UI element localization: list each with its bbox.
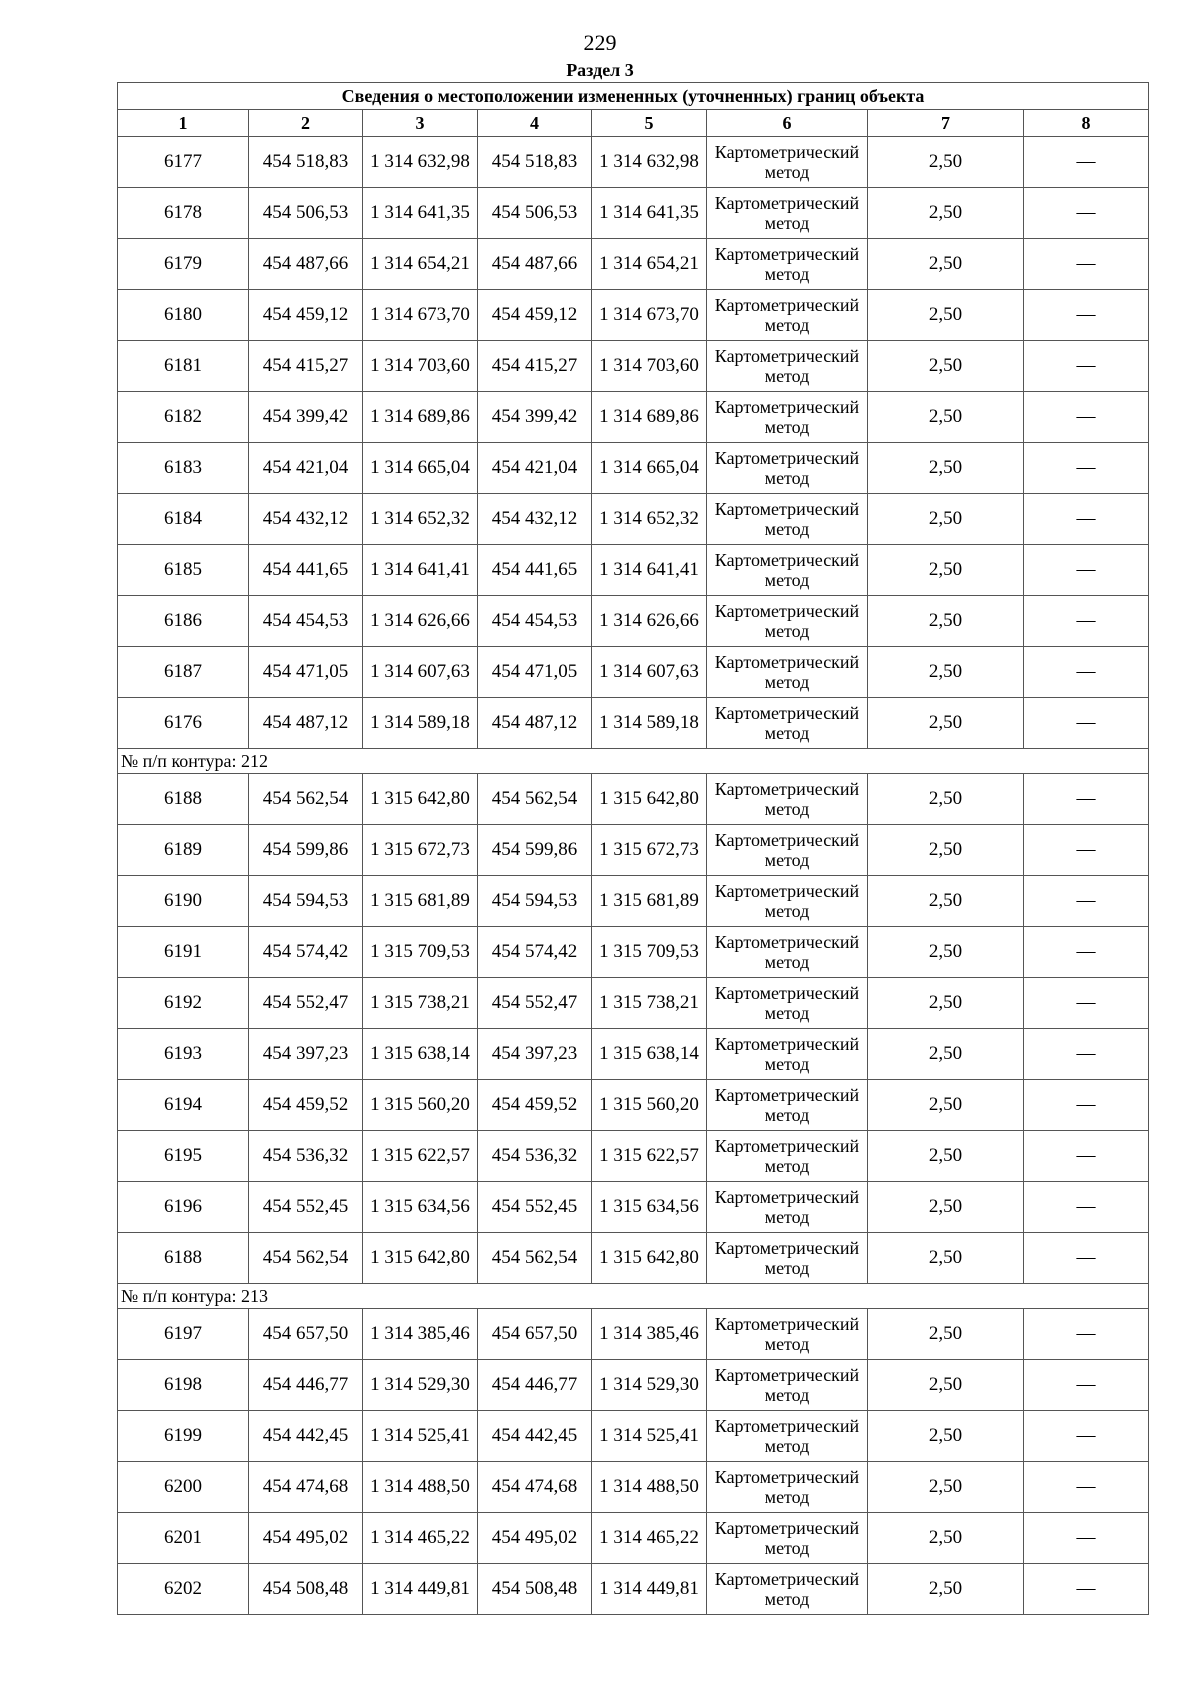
y-coordinate: 1 315 642,80 — [363, 1233, 478, 1284]
column-number: 7 — [868, 110, 1024, 137]
description-cell: — — [1024, 876, 1149, 927]
method-cell: Картометрический метод — [707, 1564, 868, 1615]
accuracy-cell: 2,50 — [868, 1411, 1024, 1462]
table-body — [118, 137, 1149, 1615]
method-cell: Картометрический метод — [707, 1462, 868, 1513]
y-coordinate-new: 1 315 709,53 — [592, 927, 707, 978]
y-coordinate: 1 314 673,70 — [363, 290, 478, 341]
accuracy-cell: 2,50 — [868, 545, 1024, 596]
x-coordinate: 454 421,04 — [249, 443, 363, 494]
table-row — [118, 443, 1149, 494]
column-number: 4 — [478, 110, 592, 137]
x-coordinate-new: 454 471,05 — [478, 647, 592, 698]
description-cell: — — [1024, 647, 1149, 698]
x-coordinate-new: 454 487,12 — [478, 698, 592, 749]
x-coordinate: 454 552,45 — [249, 1182, 363, 1233]
description-cell: — — [1024, 545, 1149, 596]
method-cell: Картометрический метод — [707, 1233, 868, 1284]
description-cell: — — [1024, 927, 1149, 978]
method-cell: Картометрический метод — [707, 825, 868, 876]
point-number: 6179 — [118, 239, 249, 290]
point-number: 6185 — [118, 545, 249, 596]
y-coordinate: 1 314 703,60 — [363, 341, 478, 392]
accuracy-cell: 2,50 — [868, 1182, 1024, 1233]
y-coordinate-new: 1 314 632,98 — [592, 137, 707, 188]
table-row — [118, 978, 1149, 1029]
point-number: 6190 — [118, 876, 249, 927]
accuracy-cell: 2,50 — [868, 341, 1024, 392]
accuracy-cell: 2,50 — [868, 1513, 1024, 1564]
x-coordinate-new: 454 441,65 — [478, 545, 592, 596]
point-number: 6180 — [118, 290, 249, 341]
x-coordinate-new: 454 508,48 — [478, 1564, 592, 1615]
table-row — [118, 1309, 1149, 1360]
point-number: 6184 — [118, 494, 249, 545]
accuracy-cell: 2,50 — [868, 443, 1024, 494]
description-cell: — — [1024, 1564, 1149, 1615]
method-cell: Картометрический метод — [707, 1029, 868, 1080]
table-row — [118, 1233, 1149, 1284]
description-cell: — — [1024, 774, 1149, 825]
method-cell: Картометрический метод — [707, 698, 868, 749]
accuracy-cell: 2,50 — [868, 1564, 1024, 1615]
method-cell: Картометрический метод — [707, 1309, 868, 1360]
y-coordinate-new: 1 314 607,63 — [592, 647, 707, 698]
table-row — [118, 1462, 1149, 1513]
x-coordinate: 454 442,45 — [249, 1411, 363, 1462]
method-cell: Картометрический метод — [707, 978, 868, 1029]
table-row — [118, 239, 1149, 290]
table-caption: Сведения о местоположении измененных (уточненных) границ объекта — [118, 83, 1149, 110]
description-cell: — — [1024, 1462, 1149, 1513]
accuracy-cell: 2,50 — [868, 1233, 1024, 1284]
point-number: 6188 — [118, 1233, 249, 1284]
point-number: 6187 — [118, 647, 249, 698]
y-coordinate-new: 1 314 641,35 — [592, 188, 707, 239]
x-coordinate-new: 454 562,54 — [478, 774, 592, 825]
y-coordinate-new: 1 314 703,60 — [592, 341, 707, 392]
y-coordinate-new: 1 315 560,20 — [592, 1080, 707, 1131]
point-number: 6202 — [118, 1564, 249, 1615]
y-coordinate: 1 314 449,81 — [363, 1564, 478, 1615]
y-coordinate: 1 314 529,30 — [363, 1360, 478, 1411]
column-number: 6 — [707, 110, 868, 137]
table-row — [118, 1131, 1149, 1182]
x-coordinate: 454 432,12 — [249, 494, 363, 545]
x-coordinate: 454 657,50 — [249, 1309, 363, 1360]
accuracy-cell: 2,50 — [868, 137, 1024, 188]
method-cell: Картометрический метод — [707, 239, 868, 290]
accuracy-cell: 2,50 — [868, 647, 1024, 698]
description-cell: — — [1024, 137, 1149, 188]
y-coordinate-new: 1 315 634,56 — [592, 1182, 707, 1233]
accuracy-cell: 2,50 — [868, 392, 1024, 443]
column-number: 5 — [592, 110, 707, 137]
x-coordinate: 454 599,86 — [249, 825, 363, 876]
x-coordinate-new: 454 474,68 — [478, 1462, 592, 1513]
x-coordinate-new: 454 552,45 — [478, 1182, 592, 1233]
description-cell: — — [1024, 1513, 1149, 1564]
y-coordinate: 1 315 638,14 — [363, 1029, 478, 1080]
table-row — [118, 647, 1149, 698]
table-row — [118, 494, 1149, 545]
description-cell: — — [1024, 1182, 1149, 1233]
y-coordinate: 1 314 589,18 — [363, 698, 478, 749]
table-row — [118, 825, 1149, 876]
y-coordinate: 1 315 709,53 — [363, 927, 478, 978]
page-number: 229 — [583, 30, 617, 55]
y-coordinate: 1 314 626,66 — [363, 596, 478, 647]
x-coordinate: 454 471,05 — [249, 647, 363, 698]
table-row — [118, 1182, 1149, 1233]
method-cell: Картометрический метод — [707, 1182, 868, 1233]
point-number: 6195 — [118, 1131, 249, 1182]
y-coordinate: 1 315 560,20 — [363, 1080, 478, 1131]
x-coordinate-new: 454 594,53 — [478, 876, 592, 927]
table-row — [118, 188, 1149, 239]
x-coordinate: 454 441,65 — [249, 545, 363, 596]
point-number: 6181 — [118, 341, 249, 392]
description-cell: — — [1024, 188, 1149, 239]
column-number-row — [118, 110, 1149, 137]
point-number: 6177 — [118, 137, 249, 188]
method-cell: Картометрический метод — [707, 596, 868, 647]
accuracy-cell: 2,50 — [868, 825, 1024, 876]
method-cell: Картометрический метод — [707, 1513, 868, 1564]
table-row — [118, 876, 1149, 927]
y-coordinate: 1 315 642,80 — [363, 774, 478, 825]
y-coordinate: 1 314 607,63 — [363, 647, 478, 698]
method-cell: Картометрический метод — [707, 188, 868, 239]
x-coordinate: 454 552,47 — [249, 978, 363, 1029]
x-coordinate: 454 397,23 — [249, 1029, 363, 1080]
x-coordinate-new: 454 495,02 — [478, 1513, 592, 1564]
y-coordinate-new: 1 314 641,41 — [592, 545, 707, 596]
method-cell: Картометрический метод — [707, 1411, 868, 1462]
y-coordinate-new: 1 315 638,14 — [592, 1029, 707, 1080]
x-coordinate-new: 454 399,42 — [478, 392, 592, 443]
contour-row — [118, 1284, 1149, 1309]
x-coordinate-new: 454 518,83 — [478, 137, 592, 188]
description-cell: — — [1024, 1360, 1149, 1411]
y-coordinate-new: 1 314 689,86 — [592, 392, 707, 443]
column-number: 8 — [1024, 110, 1149, 137]
description-cell: — — [1024, 1411, 1149, 1462]
point-number: 6201 — [118, 1513, 249, 1564]
y-coordinate-new: 1 314 654,21 — [592, 239, 707, 290]
x-coordinate-new: 454 536,32 — [478, 1131, 592, 1182]
y-coordinate-new: 1 314 488,50 — [592, 1462, 707, 1513]
y-coordinate: 1 315 738,21 — [363, 978, 478, 1029]
accuracy-cell: 2,50 — [868, 1131, 1024, 1182]
description-cell: — — [1024, 1029, 1149, 1080]
x-coordinate: 454 399,42 — [249, 392, 363, 443]
point-number: 6186 — [118, 596, 249, 647]
point-number: 6188 — [118, 774, 249, 825]
table-row — [118, 545, 1149, 596]
y-coordinate: 1 314 641,35 — [363, 188, 478, 239]
method-cell: Картометрический метод — [707, 647, 868, 698]
y-coordinate-new: 1 314 525,41 — [592, 1411, 707, 1462]
table-row — [118, 774, 1149, 825]
y-coordinate-new: 1 315 642,80 — [592, 1233, 707, 1284]
method-cell: Картометрический метод — [707, 927, 868, 978]
table-row — [118, 137, 1149, 188]
x-coordinate-new: 454 574,42 — [478, 927, 592, 978]
x-coordinate-new: 454 657,50 — [478, 1309, 592, 1360]
point-number: 6178 — [118, 188, 249, 239]
column-number: 2 — [249, 110, 363, 137]
method-cell: Картометрический метод — [707, 290, 868, 341]
boundary-table — [117, 82, 1149, 1615]
x-coordinate-new: 454 506,53 — [478, 188, 592, 239]
description-cell: — — [1024, 239, 1149, 290]
x-coordinate-new: 454 599,86 — [478, 825, 592, 876]
y-coordinate-new: 1 314 626,66 — [592, 596, 707, 647]
method-cell: Картометрический метод — [707, 494, 868, 545]
description-cell: — — [1024, 698, 1149, 749]
x-coordinate-new: 454 487,66 — [478, 239, 592, 290]
y-coordinate: 1 314 632,98 — [363, 137, 478, 188]
x-coordinate: 454 536,32 — [249, 1131, 363, 1182]
y-coordinate: 1 314 654,21 — [363, 239, 478, 290]
point-number: 6199 — [118, 1411, 249, 1462]
accuracy-cell: 2,50 — [868, 596, 1024, 647]
x-coordinate: 454 508,48 — [249, 1564, 363, 1615]
accuracy-cell: 2,50 — [868, 698, 1024, 749]
column-number: 3 — [363, 110, 478, 137]
y-coordinate-new: 1 314 673,70 — [592, 290, 707, 341]
table-row — [118, 1360, 1149, 1411]
x-coordinate: 454 487,12 — [249, 698, 363, 749]
contour-row — [118, 749, 1149, 774]
description-cell: — — [1024, 596, 1149, 647]
x-coordinate-new: 454 562,54 — [478, 1233, 592, 1284]
point-number: 6176 — [118, 698, 249, 749]
y-coordinate: 1 315 672,73 — [363, 825, 478, 876]
y-coordinate-new: 1 314 529,30 — [592, 1360, 707, 1411]
table-row — [118, 1411, 1149, 1462]
y-coordinate: 1 314 385,46 — [363, 1309, 478, 1360]
y-coordinate-new: 1 314 385,46 — [592, 1309, 707, 1360]
y-coordinate: 1 314 689,86 — [363, 392, 478, 443]
x-coordinate-new: 454 454,53 — [478, 596, 592, 647]
point-number: 6194 — [118, 1080, 249, 1131]
y-coordinate-new: 1 314 589,18 — [592, 698, 707, 749]
description-cell: — — [1024, 392, 1149, 443]
y-coordinate-new: 1 314 465,22 — [592, 1513, 707, 1564]
point-number: 6189 — [118, 825, 249, 876]
method-cell: Картометрический метод — [707, 137, 868, 188]
table-row — [118, 290, 1149, 341]
x-coordinate: 454 415,27 — [249, 341, 363, 392]
table-row — [118, 1029, 1149, 1080]
accuracy-cell: 2,50 — [868, 1080, 1024, 1131]
point-number: 6198 — [118, 1360, 249, 1411]
x-coordinate: 454 518,83 — [249, 137, 363, 188]
y-coordinate: 1 315 681,89 — [363, 876, 478, 927]
table-caption-row — [118, 83, 1149, 110]
x-coordinate-new: 454 446,77 — [478, 1360, 592, 1411]
point-number: 6193 — [118, 1029, 249, 1080]
point-number: 6200 — [118, 1462, 249, 1513]
accuracy-cell: 2,50 — [868, 927, 1024, 978]
table-row — [118, 1513, 1149, 1564]
method-cell: Картометрический метод — [707, 1131, 868, 1182]
table-row — [118, 1564, 1149, 1615]
y-coordinate: 1 314 641,41 — [363, 545, 478, 596]
description-cell: — — [1024, 494, 1149, 545]
accuracy-cell: 2,50 — [868, 1360, 1024, 1411]
table-row — [118, 341, 1149, 392]
y-coordinate: 1 314 652,32 — [363, 494, 478, 545]
accuracy-cell: 2,50 — [868, 188, 1024, 239]
x-coordinate: 454 594,53 — [249, 876, 363, 927]
accuracy-cell: 2,50 — [868, 1029, 1024, 1080]
point-number: 6196 — [118, 1182, 249, 1233]
x-coordinate: 454 454,53 — [249, 596, 363, 647]
y-coordinate-new: 1 315 622,57 — [592, 1131, 707, 1182]
table-row — [118, 596, 1149, 647]
table-row — [118, 698, 1149, 749]
contour-label: № п/п контура: 212 — [118, 749, 1149, 774]
x-coordinate-new: 454 442,45 — [478, 1411, 592, 1462]
x-coordinate: 454 459,12 — [249, 290, 363, 341]
description-cell: — — [1024, 1233, 1149, 1284]
method-cell: Картометрический метод — [707, 1360, 868, 1411]
y-coordinate-new: 1 315 738,21 — [592, 978, 707, 1029]
description-cell: — — [1024, 825, 1149, 876]
column-number: 1 — [118, 110, 249, 137]
method-cell: Картометрический метод — [707, 1080, 868, 1131]
description-cell: — — [1024, 443, 1149, 494]
y-coordinate: 1 315 634,56 — [363, 1182, 478, 1233]
x-coordinate: 454 574,42 — [249, 927, 363, 978]
description-cell: — — [1024, 1131, 1149, 1182]
accuracy-cell: 2,50 — [868, 239, 1024, 290]
method-cell: Картометрический метод — [707, 774, 868, 825]
x-coordinate: 454 562,54 — [249, 774, 363, 825]
method-cell: Картометрический метод — [707, 545, 868, 596]
x-coordinate-new: 454 552,47 — [478, 978, 592, 1029]
x-coordinate-new: 454 415,27 — [478, 341, 592, 392]
description-cell: — — [1024, 1309, 1149, 1360]
x-coordinate: 454 446,77 — [249, 1360, 363, 1411]
x-coordinate: 454 474,68 — [249, 1462, 363, 1513]
x-coordinate: 454 495,02 — [249, 1513, 363, 1564]
point-number: 6182 — [118, 392, 249, 443]
x-coordinate: 454 506,53 — [249, 188, 363, 239]
accuracy-cell: 2,50 — [868, 978, 1024, 1029]
description-cell: — — [1024, 1080, 1149, 1131]
accuracy-cell: 2,50 — [868, 290, 1024, 341]
y-coordinate-new: 1 315 642,80 — [592, 774, 707, 825]
table-row — [118, 1080, 1149, 1131]
x-coordinate-new: 454 397,23 — [478, 1029, 592, 1080]
x-coordinate-new: 454 421,04 — [478, 443, 592, 494]
y-coordinate: 1 314 525,41 — [363, 1411, 478, 1462]
y-coordinate: 1 314 465,22 — [363, 1513, 478, 1564]
x-coordinate: 454 459,52 — [249, 1080, 363, 1131]
y-coordinate-new: 1 315 672,73 — [592, 825, 707, 876]
method-cell: Картометрический метод — [707, 392, 868, 443]
y-coordinate-new: 1 314 665,04 — [592, 443, 707, 494]
accuracy-cell: 2,50 — [868, 1309, 1024, 1360]
x-coordinate: 454 562,54 — [249, 1233, 363, 1284]
point-number: 6191 — [118, 927, 249, 978]
method-cell: Картометрический метод — [707, 876, 868, 927]
table-row — [118, 927, 1149, 978]
y-coordinate: 1 315 622,57 — [363, 1131, 478, 1182]
description-cell: — — [1024, 978, 1149, 1029]
accuracy-cell: 2,50 — [868, 1462, 1024, 1513]
description-cell: — — [1024, 341, 1149, 392]
point-number: 6197 — [118, 1309, 249, 1360]
section-title: Раздел 3 — [566, 60, 634, 80]
method-cell: Картометрический метод — [707, 341, 868, 392]
table-row — [118, 392, 1149, 443]
accuracy-cell: 2,50 — [868, 774, 1024, 825]
method-cell: Картометрический метод — [707, 443, 868, 494]
description-cell: — — [1024, 290, 1149, 341]
y-coordinate: 1 314 488,50 — [363, 1462, 478, 1513]
point-number: 6192 — [118, 978, 249, 1029]
x-coordinate-new: 454 432,12 — [478, 494, 592, 545]
y-coordinate-new: 1 314 449,81 — [592, 1564, 707, 1615]
contour-label: № п/п контура: 213 — [118, 1284, 1149, 1309]
x-coordinate-new: 454 459,12 — [478, 290, 592, 341]
accuracy-cell: 2,50 — [868, 494, 1024, 545]
x-coordinate-new: 454 459,52 — [478, 1080, 592, 1131]
y-coordinate-new: 1 314 652,32 — [592, 494, 707, 545]
y-coordinate-new: 1 315 681,89 — [592, 876, 707, 927]
accuracy-cell: 2,50 — [868, 876, 1024, 927]
x-coordinate: 454 487,66 — [249, 239, 363, 290]
point-number: 6183 — [118, 443, 249, 494]
y-coordinate: 1 314 665,04 — [363, 443, 478, 494]
